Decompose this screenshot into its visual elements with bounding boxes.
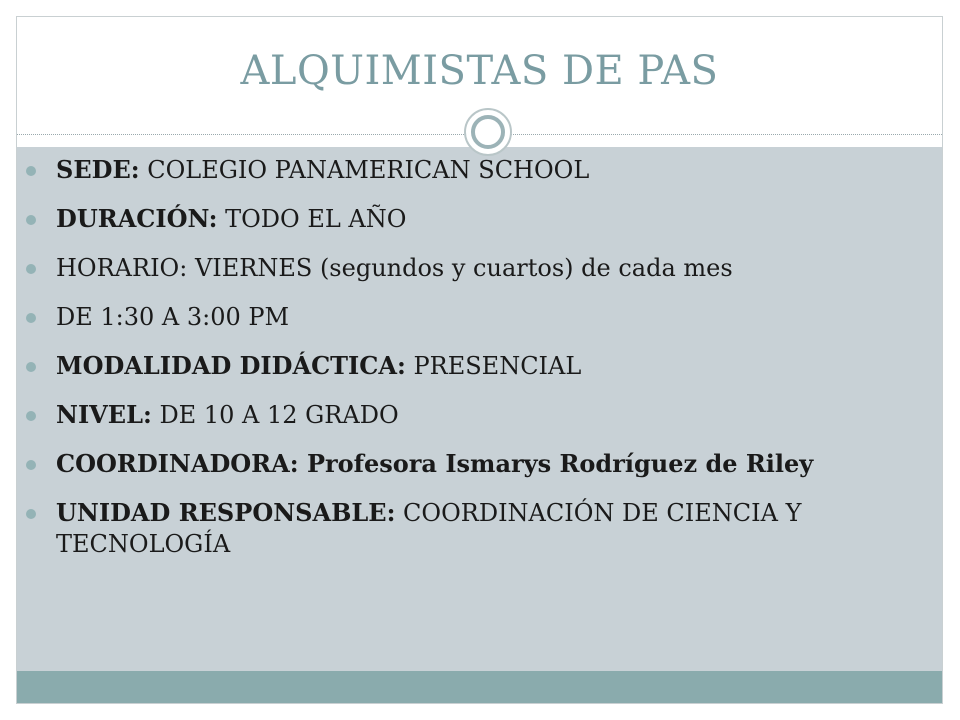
- bullet-icon: [26, 411, 36, 421]
- bullet-value: DE 1:30 A 3:00 PM: [56, 303, 290, 331]
- bullet-value: DE 10 A 12 GRADO: [151, 401, 399, 429]
- bullet-label: SEDE:: [56, 155, 140, 184]
- circle-ornament-icon: [464, 108, 512, 156]
- bullet-label: NIVEL:: [56, 400, 152, 429]
- bullet-icon: [26, 166, 36, 176]
- bullet-item-sede: [22, 154, 902, 186]
- bullet-item-unidad: [22, 497, 902, 560]
- bullet-value: TODO EL AÑO: [217, 205, 407, 233]
- bottom-band: [17, 671, 942, 704]
- bullet-value: PRESENCIAL: [405, 352, 582, 380]
- bullet-item-coordinadora: [22, 448, 902, 480]
- bullet-item-horario: [22, 252, 902, 284]
- bullet-label: COORDINADORA: Profesora Ismarys Rodríguez de Riley: [56, 449, 814, 478]
- bullet-item-nivel: [22, 399, 902, 431]
- bullet-label: MODALIDAD DIDÁCTICA:: [56, 351, 406, 380]
- slide-title: ALQUIMISTAS DE PAS: [240, 48, 719, 94]
- bullet-icon: [26, 509, 36, 519]
- bullet-icon: [26, 313, 36, 323]
- bullet-icon: [26, 362, 36, 372]
- bullet-value: HORARIO: VIERNES (segundos y cuartos) de cada mes: [56, 254, 733, 282]
- bullet-item-duracion: [22, 203, 902, 235]
- bullet-icon: [26, 264, 36, 274]
- bullet-item-modalidad: [22, 350, 902, 382]
- bullet-list: [22, 154, 902, 577]
- bullet-item-hora: [22, 301, 902, 333]
- bullet-value: COORDINACIÓN DE CIENCIA Y TECNOLOGÍA: [56, 499, 802, 558]
- bullet-icon: [26, 460, 36, 470]
- bullet-icon: [26, 215, 36, 225]
- bullet-label: DURACIÓN:: [56, 204, 218, 233]
- bullet-label: UNIDAD RESPONSABLE:: [56, 498, 396, 527]
- bullet-value: COLEGIO PANAMERICAN SCHOOL: [139, 156, 590, 184]
